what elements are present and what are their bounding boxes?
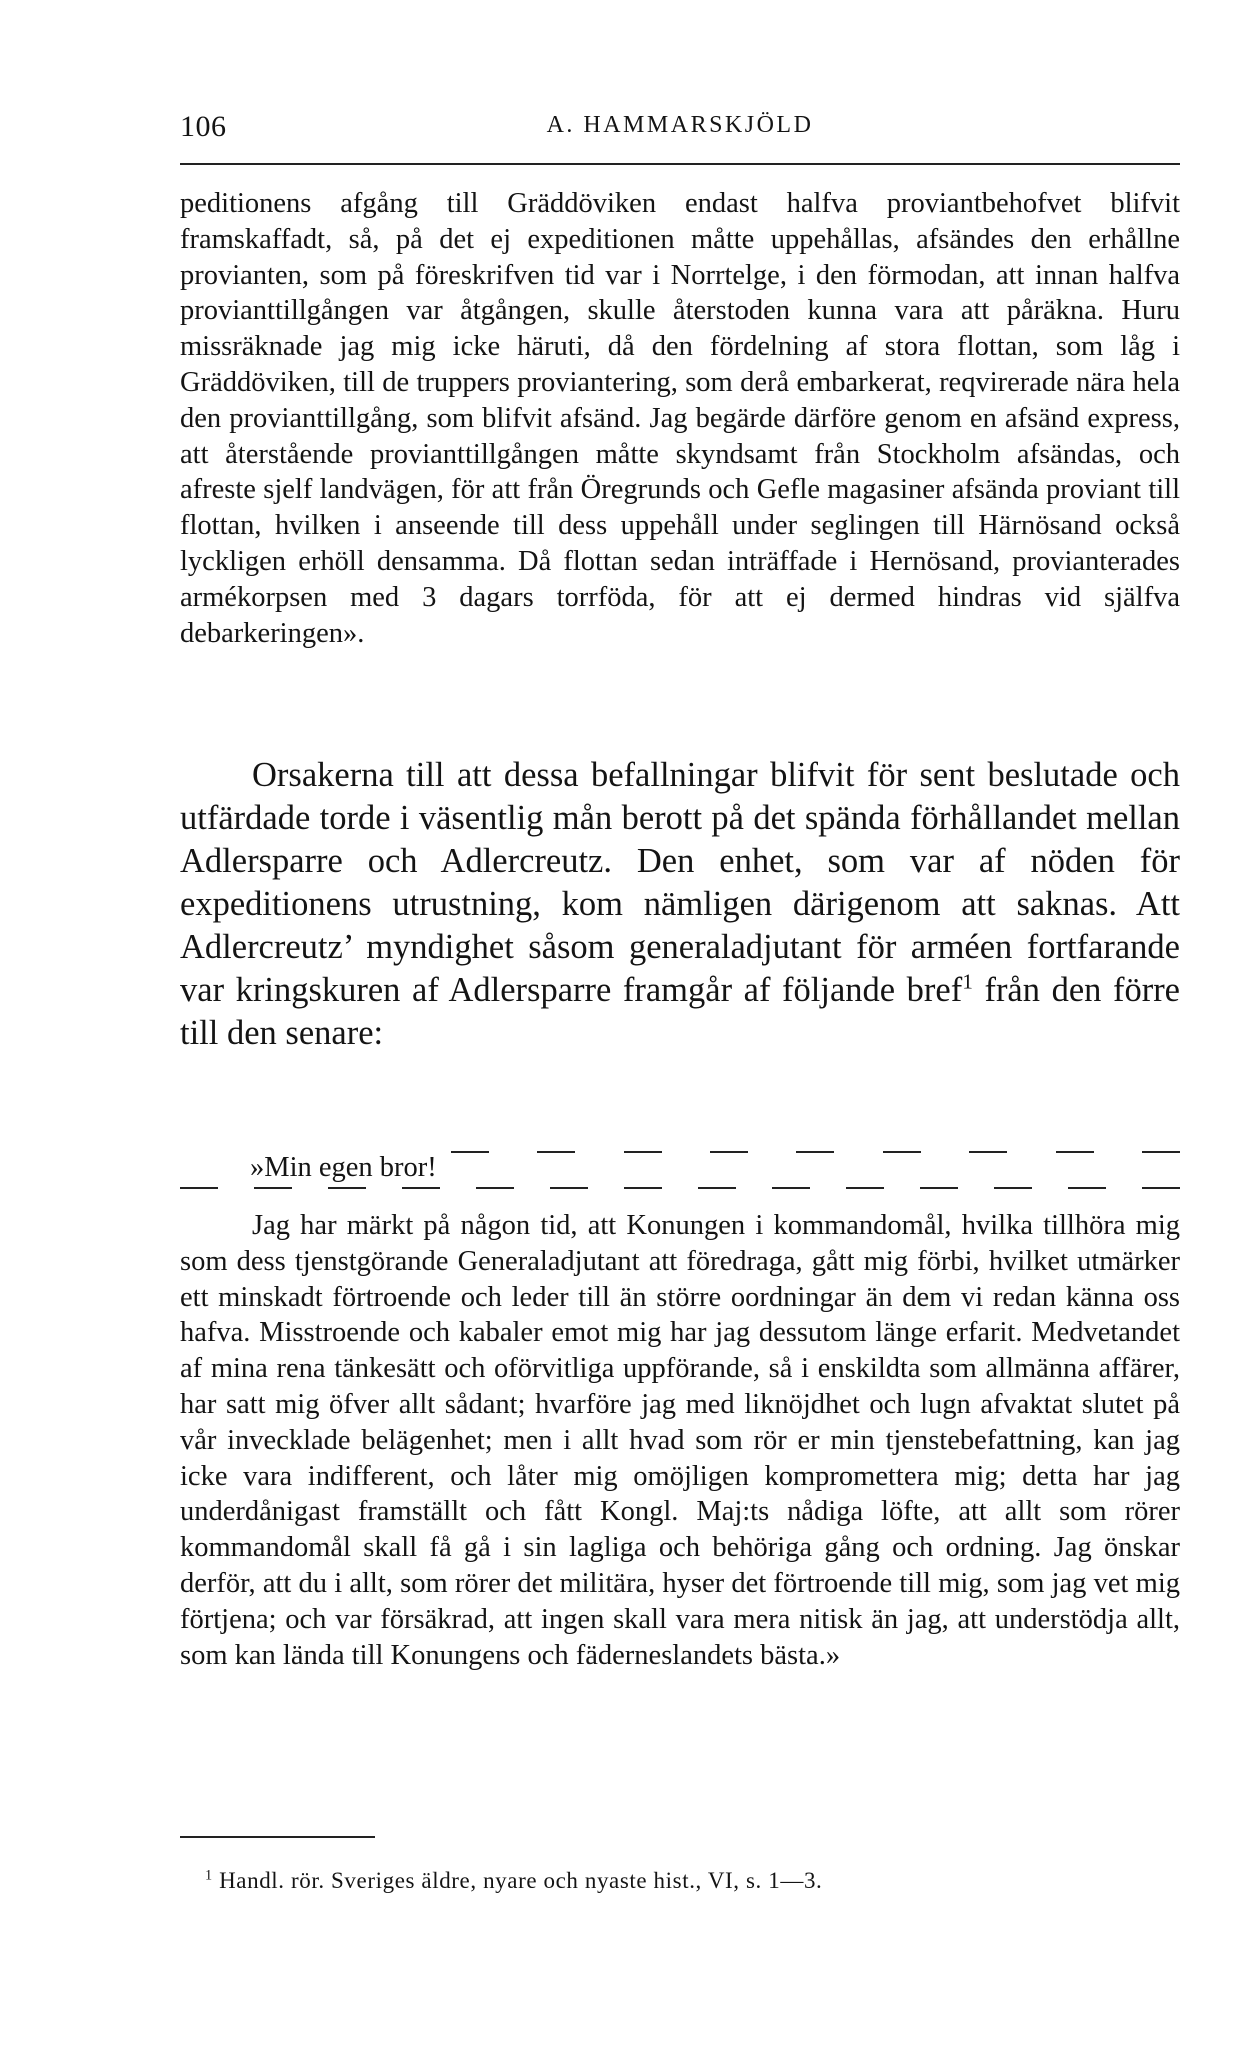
page-number: 106 <box>180 110 227 143</box>
paragraph-continued: peditionens afgång till Gräddöviken endast halfva proviantbehofvet blifvit framskaffadt, så, på det ej expeditionen måtte uppehållas, afsändes den erhållne provianten, som på föreskrifven tid var i Norrtelge, i den förmodan, att innan halfva provianttillgången var åtgången, skulle återstoden kunna vara att påräkna. Huru missräknade jag mig icke häruti, då den fördelning af stora flottan, som låg i Gräddöviken, till de truppers proviantering, som derå embarkerat, reqvirerade nära hela den provianttillgång, som blifvit afsänd. Jag begärde därföre genom en afsänd express, att återstående provianttillgången måtte skyndsamt från Stockholm afsändas, och afreste sjelf landvägen, för att från Öregrunds och Gefle magasiner afsända proviant till flottan, hvilken i anseende till dess uppehåll under seglingen till Härnösand också lyckligen erhöll densamma. Då flottan sedan inträffade i Hernösand, provianterades armékorpsen med 3 dagars torrföda, för att ej dermed hindras vid själfva debarkeringen». <box>180 188 1180 649</box>
footnote-rule <box>180 1836 375 1838</box>
footnote-marker: 1 <box>205 1867 213 1884</box>
paragraph-orsakerna-text: Orsakerna till att dessa befallningar blifvit för sent beslutade och utfärdade torde i väsentlig mån berott på det spända förhållandet mellan Adlersparre och Adlercreutz. Den enhet, som var af nöden för expeditionens utrustning, kom nämligen därigenom att saknas. Att Adlercreutz’ myndighet såsom generaladjutant för arméen fortfarande var kringskuren af Adlersparre framgår af följande bref <box>180 756 1180 1009</box>
footnote-reference: 1 <box>962 969 973 994</box>
page-header <box>180 110 1180 150</box>
footnote-text: Handl. rör. Sveriges äldre, nyare och nyaste hist., VI, s. 1—3. <box>212 1868 823 1893</box>
paragraph-orsakerna-end: från den förre till den senare: <box>180 971 1180 1052</box>
header-rule <box>180 163 1180 165</box>
running-head: A. HAMMARSKJÖLD <box>546 112 814 138</box>
letter-body: Jag har märkt på någon tid, att Konungen i kommandomål, hvilka tillhöra mig som dess tjenstgörande Generaladjutant att föredraga, gått mig förbi, hvilket utmärker ett minskadt förtroende och leder till än större oordningar än dem vi redan känna oss hafva. Misstroende och kabaler emot mig har jag dessutom länge erfarit. Medvetandet af mina rena tänkesätt och oförvitliga uppförande, så i enskildta som allmänna affärer, har satt mig öfver allt sådant; hvarföre jag med liknöjdhet och lugn afvaktat slutet på vår invecklade belägenhet; men i allt hvad som rör er min tjenstebefattning, kan jag icke vara indifferent, och låter mig omöjligen kompromettera mig; detta har jag underdånigast framställt och fått Kongl. Maj:ts nådiga löfte, att allt som rörer kommandomål skall få gå i sin lagliga och behöriga gång och ordning. Jag önskar derför, att du i allt, som rörer det militära, hyser det förtroende till mig, som jag vet mig förtjena; och var försäkrad, att ingen skall vara mera nitisk än jag, att understödja allt, som kan lända till Konungens och fäderneslandets bästa.» <box>180 1210 1180 1671</box>
omission-dashes <box>451 1151 1180 1153</box>
omission-dash-line <box>180 1170 1180 1206</box>
footnote <box>205 1866 1155 1896</box>
paragraph-orsakerna <box>180 754 1180 1055</box>
letter-salutation-line: »Min egen bror! <box>180 1134 1180 1170</box>
